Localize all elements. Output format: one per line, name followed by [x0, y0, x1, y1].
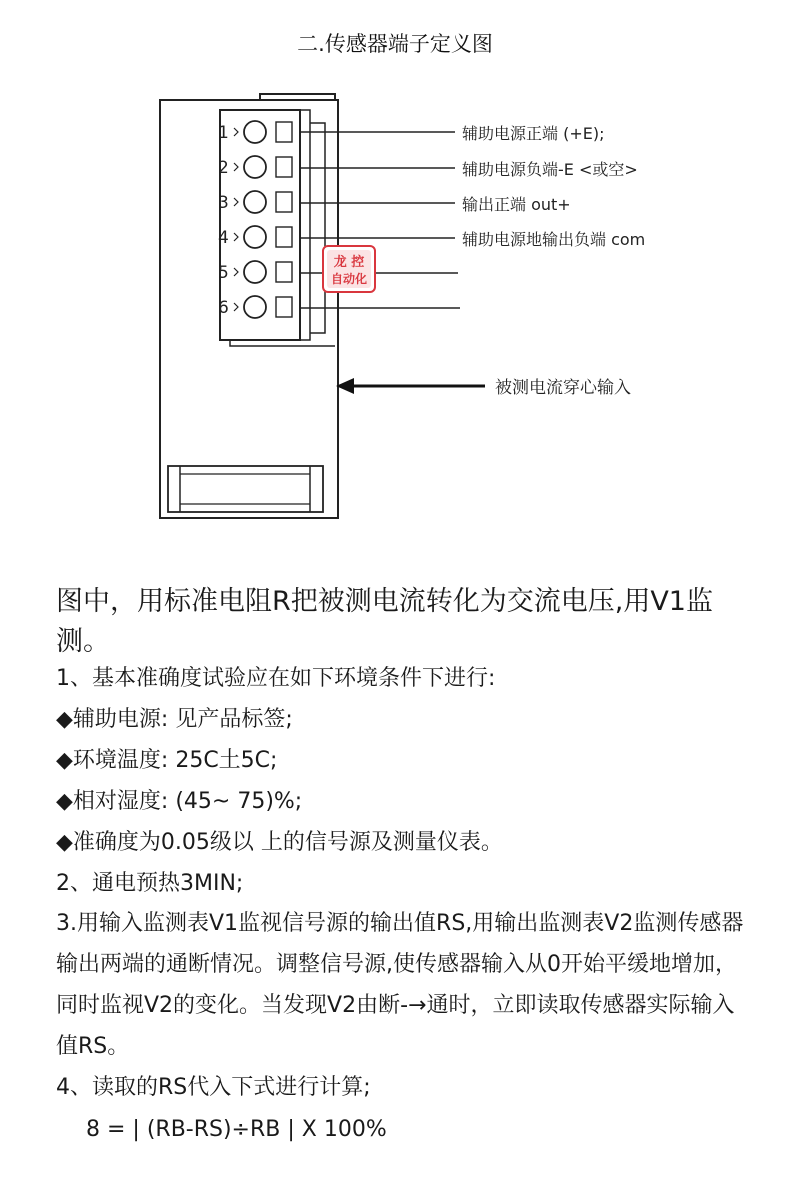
- terminal-tick-4: [234, 233, 238, 241]
- terminal-screw-5: [244, 261, 266, 283]
- terminal-label-2: 辅助电源负端-E <或空>: [462, 160, 638, 179]
- terminal-slot-2: [276, 157, 292, 177]
- condition-temperature: ◆环境温度: 25C土5C;: [56, 748, 278, 773]
- terminal-label-3: 输出正端 out+: [462, 195, 571, 214]
- intro-paragraph: 图中，用标准电阻R把被测电流转化为交流电压,用V1监测。: [56, 586, 713, 657]
- lower-rail: [168, 466, 323, 512]
- terminal-tick-5: [234, 268, 238, 276]
- terminal-number-5: 5: [218, 263, 229, 283]
- terminal-tick-3: [234, 198, 238, 206]
- watermark-stamp: [323, 246, 375, 292]
- step-3: 3.用输入监测表V1监视信号源的输出值RS,用输出监测表V2监测传感器输出两端的通断情况。调整信号源,使传感器输入从0开始平缓地增加，同时监视V2的变化。当发现V2由断-→通时，立即读取传感器实际输入值RS。: [56, 911, 744, 1059]
- condition-power: ◆辅助电源: 见产品标签;: [56, 707, 293, 732]
- diagram-title: 二.传感器端子定义图: [297, 32, 493, 56]
- error-formula: 8 = | (RB-RS)÷RB | X 100%: [86, 1117, 387, 1142]
- step-4: 4、读取的RS代入下式进行计算;: [56, 1075, 371, 1100]
- terminal-tick-6: [234, 303, 238, 311]
- terminal-diagram: [150, 88, 710, 528]
- terminal-tick-1: [234, 128, 238, 136]
- step-2: 2、通电预热3MIN;: [56, 871, 244, 896]
- terminal-number-4: 4: [218, 228, 229, 248]
- terminal-label-4: 辅助电源地输出负端 com: [462, 230, 646, 249]
- svg-text:龙 控: 龙 控: [333, 255, 365, 270]
- terminal-screw-3: [244, 191, 266, 213]
- terminal-screw-4: [244, 226, 266, 248]
- condition-humidity: ◆相对湿度: (45~ 75)%;: [56, 789, 303, 814]
- condition-accuracy: ◆准确度为0.05级以 上的信号源及测量仪表。: [56, 830, 503, 855]
- terminal-number-3: 3: [218, 193, 229, 213]
- terminal-screw-6: [244, 296, 266, 318]
- terminal-slot-6: [276, 297, 292, 317]
- terminal-slot-3: [276, 192, 292, 212]
- terminal-tick-2: [234, 163, 238, 171]
- terminal-number-1: 1: [218, 123, 229, 143]
- terminal-label-1: 辅助电源正端 (+E);: [462, 124, 605, 143]
- arrow-label: 被测电流穿心输入: [495, 378, 631, 398]
- terminal-number-2: 2: [218, 158, 229, 178]
- current-input-arrow: [336, 378, 485, 394]
- terminal-slot-4: [276, 227, 292, 247]
- terminal-screw-1: [244, 121, 266, 143]
- svg-text:自动化: 自动化: [330, 272, 368, 286]
- sensor-housing: [160, 100, 338, 518]
- terminal-block: [220, 110, 300, 340]
- terminal-screw-2: [244, 156, 266, 178]
- terminal-slot-1: [276, 122, 292, 142]
- step-1: 1、基本准确度试验应在如下环境条件下进行:: [56, 666, 496, 691]
- terminal-slot-5: [276, 262, 292, 282]
- terminal-number-6: 6: [218, 298, 229, 318]
